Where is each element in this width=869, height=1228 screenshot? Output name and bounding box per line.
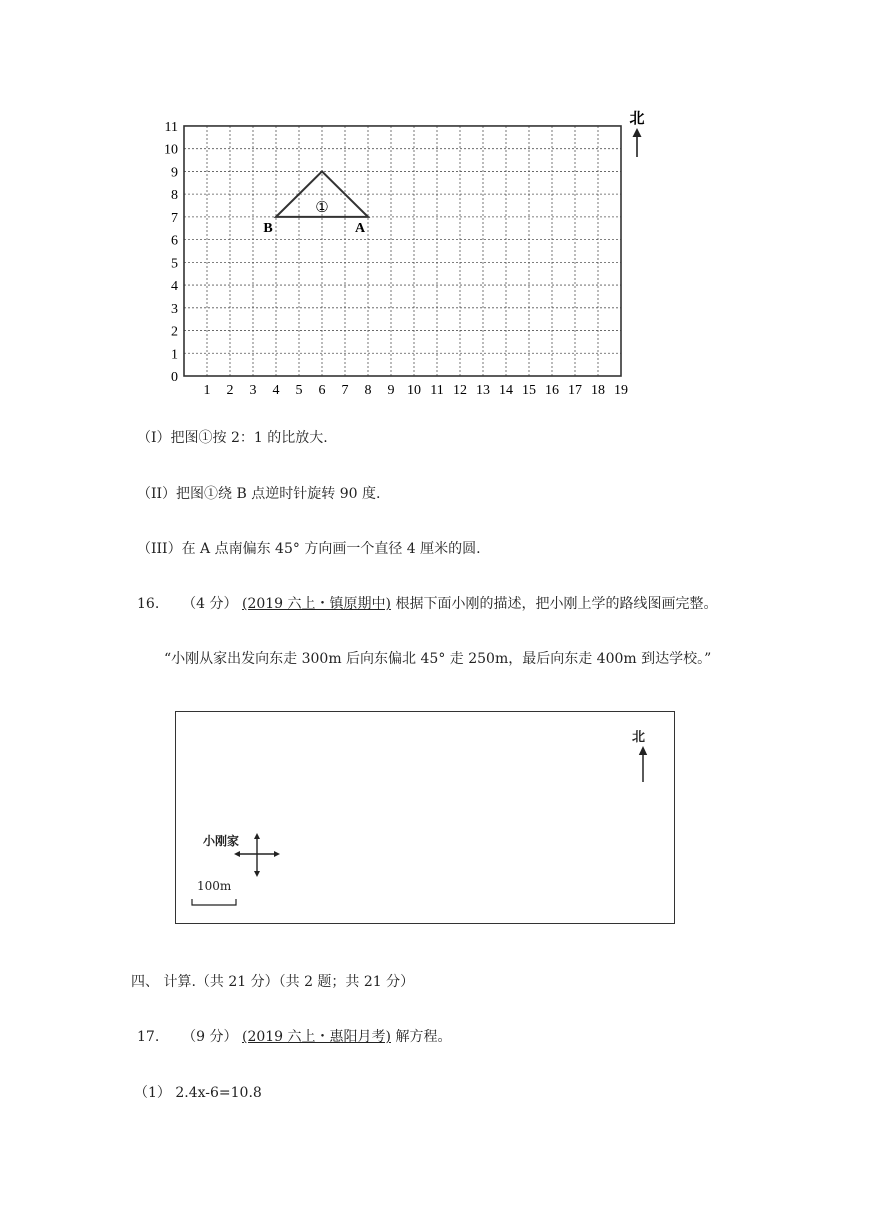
y-tick-label: 6 bbox=[171, 233, 178, 249]
task-i: （I）把图①按 2：1 的比放大. bbox=[137, 430, 328, 446]
question-number: 16. bbox=[137, 596, 160, 612]
y-tick-label: 11 bbox=[164, 119, 178, 135]
x-axis-tick-labels bbox=[204, 383, 629, 398]
x-tick-label: 1 bbox=[203, 383, 211, 398]
north-label: 北 bbox=[632, 730, 646, 745]
route-map-box bbox=[175, 711, 675, 924]
y-tick-label: 4 bbox=[171, 279, 178, 295]
point-b-label: B bbox=[263, 220, 273, 236]
point-a-label: A bbox=[354, 220, 366, 236]
north-arrow-icon bbox=[636, 744, 650, 784]
y-tick-label: 10 bbox=[164, 142, 178, 158]
home-label: 小刚家 bbox=[203, 834, 240, 848]
x-tick-label: 13 bbox=[476, 383, 490, 398]
question-source-link[interactable]: (2019 六上・镇原期中) bbox=[241, 596, 391, 612]
x-tick-label: 17 bbox=[568, 383, 582, 398]
question-source-link[interactable]: (2019 六上・惠阳月考) bbox=[241, 1029, 391, 1045]
y-axis-tick-labels bbox=[164, 120, 178, 385]
x-tick-label: 11 bbox=[430, 383, 444, 398]
grid-border bbox=[184, 126, 621, 376]
x-tick-label: 4 bbox=[272, 383, 280, 398]
figure-1-mark: ① bbox=[315, 199, 329, 216]
north-arrow-icon bbox=[633, 128, 642, 157]
question-number: 17. bbox=[137, 1029, 160, 1045]
x-tick-label: 7 bbox=[341, 383, 349, 398]
x-tick-label: 14 bbox=[499, 383, 513, 398]
question-prompt: 根据下面小刚的描述，把小刚上学的路线图画完整。 bbox=[395, 596, 718, 612]
y-tick-label: 9 bbox=[171, 165, 178, 181]
question-17-part-1: （1） 2.4x-6=10.8 bbox=[134, 1085, 262, 1101]
x-tick-label: 19 bbox=[614, 383, 628, 398]
scale-label: 100m bbox=[197, 879, 232, 893]
x-tick-label: 5 bbox=[295, 383, 303, 398]
task-iii: （III）在 A 点南偏东 45° 方向画一个直径 4 厘米的圆. bbox=[137, 541, 481, 557]
y-tick-label: 8 bbox=[171, 188, 178, 204]
task-ii: （II）把图①绕 B 点逆时针旋转 90 度. bbox=[137, 486, 381, 502]
y-tick-label: 3 bbox=[171, 301, 178, 317]
coordinate-grid-figure bbox=[150, 100, 670, 405]
north-label: 北 bbox=[629, 111, 645, 127]
x-tick-label: 9 bbox=[387, 383, 395, 398]
y-tick-label: 2 bbox=[171, 324, 178, 340]
x-tick-label: 18 bbox=[591, 383, 605, 398]
scale-bar bbox=[191, 898, 239, 908]
question-16 bbox=[137, 594, 717, 614]
section-4-heading: 四、 计算.（共 21 分）（共 2 题；共 21 分） bbox=[131, 974, 415, 990]
question-17 bbox=[137, 1027, 451, 1047]
x-tick-label: 2 bbox=[226, 383, 234, 398]
x-tick-label: 15 bbox=[522, 383, 536, 398]
y-tick-label: 1 bbox=[171, 347, 178, 363]
x-tick-label: 12 bbox=[453, 383, 467, 398]
question-prompt: 解方程。 bbox=[395, 1029, 452, 1045]
question-score: （4 分） bbox=[182, 596, 238, 612]
x-tick-label: 16 bbox=[545, 383, 559, 398]
question-16-quote: “小刚从家出发向东走 300m 后向东偏北 45° 走 250m，最后向东走 400m 到达学校。” bbox=[164, 651, 712, 667]
x-tick-label: 10 bbox=[407, 383, 421, 398]
grid-lines bbox=[184, 126, 621, 376]
question-score: （9 分） bbox=[182, 1029, 238, 1045]
x-tick-label: 8 bbox=[364, 383, 372, 398]
compass-cross-icon bbox=[232, 832, 282, 880]
y-tick-label: 5 bbox=[171, 256, 178, 272]
x-tick-label: 6 bbox=[318, 383, 326, 398]
x-tick-label: 3 bbox=[249, 383, 257, 398]
y-tick-label: 7 bbox=[171, 210, 178, 226]
y-tick-label: 0 bbox=[171, 370, 178, 385]
